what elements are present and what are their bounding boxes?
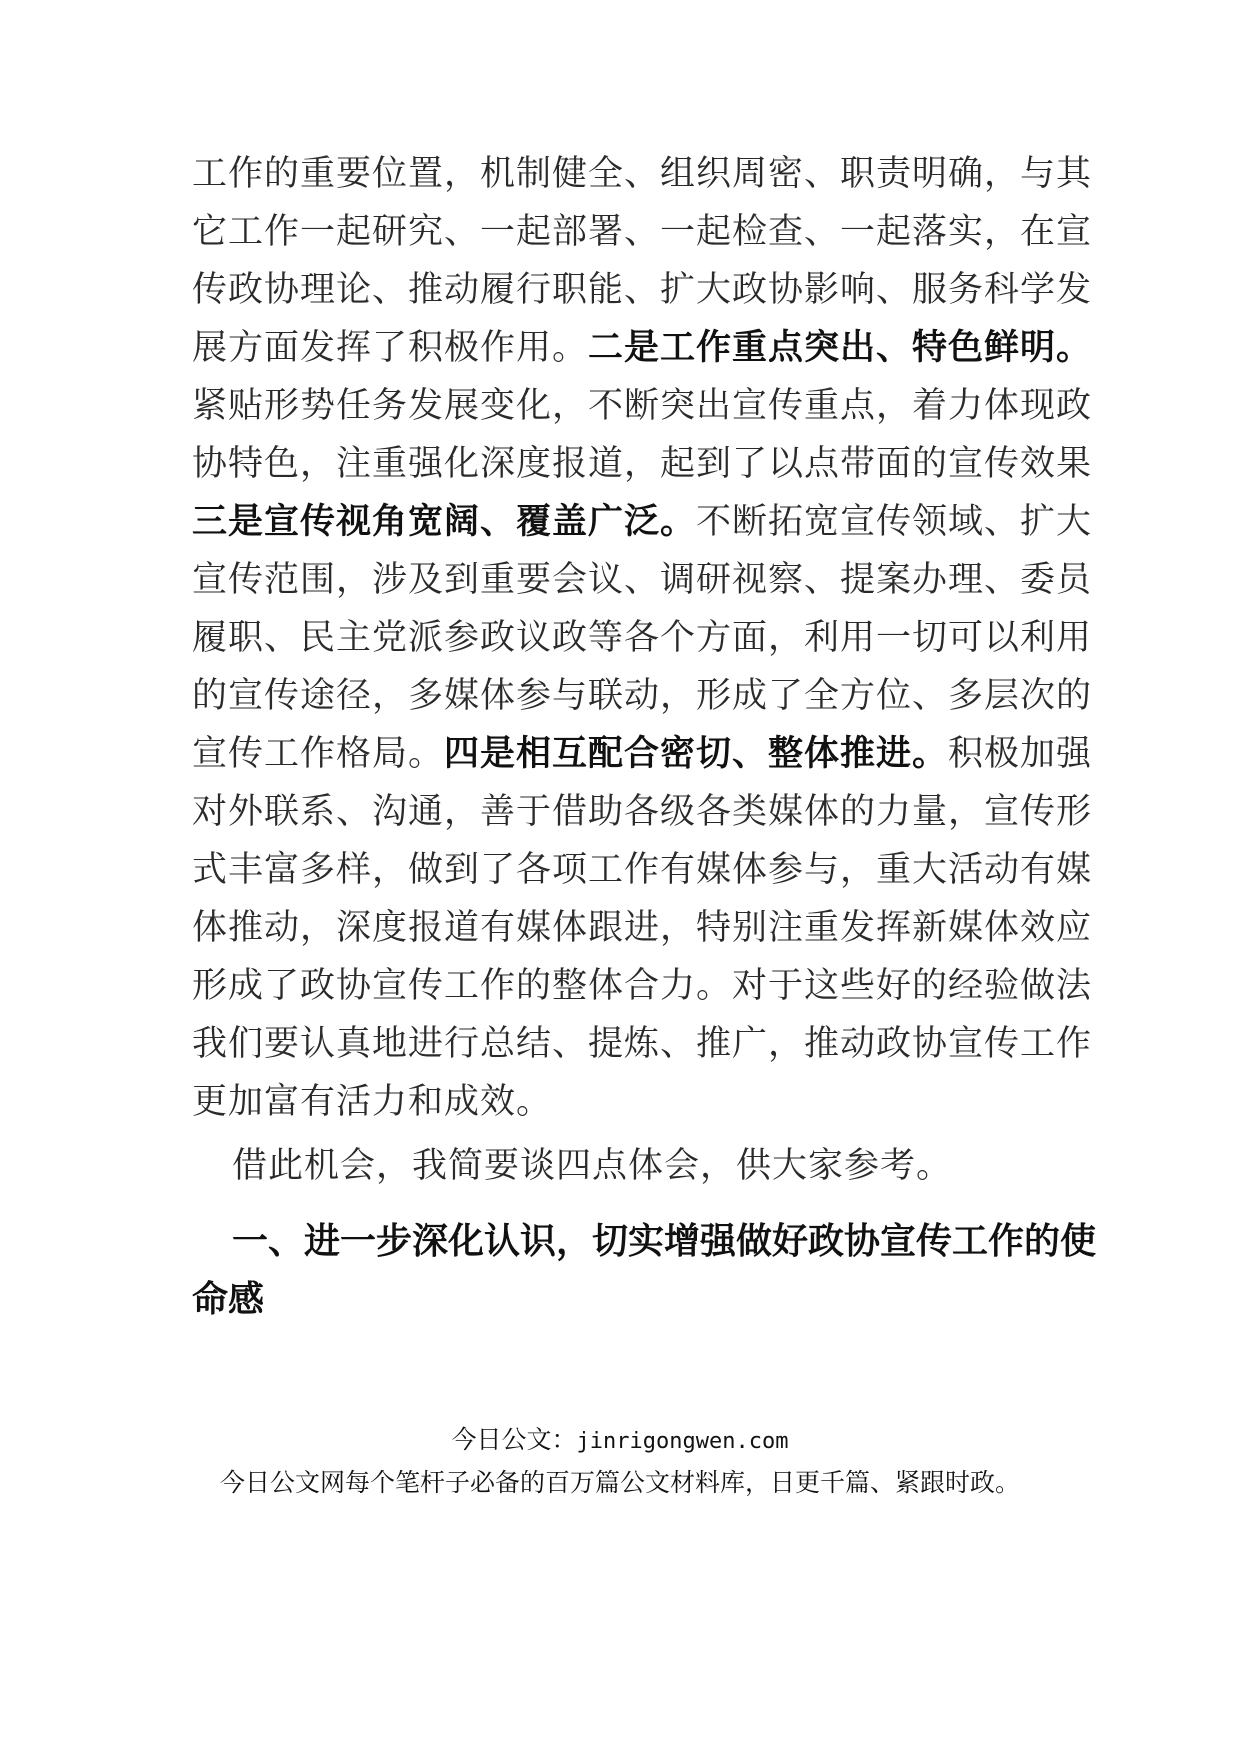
body-text: 展方面发挥了积极作用。 [192,328,589,368]
body-text: 式丰富多样，做到了各项工作有媒体参与，重大活动有媒 [192,850,1093,890]
emphasis-text: 四是相互配合密切、整体推进。 [444,734,949,774]
intro-paragraph: 借此机会，我简要谈四点体会，供大家参考。 [232,1146,953,1186]
body-line [192,790,1093,834]
body-line [192,152,1093,196]
body-line [192,674,1093,718]
emphasis-text: 二是工作重点突出、特色鲜明。 [588,328,1093,368]
footer-site-label: 今日公文： [451,1425,577,1454]
body-text: 不断拓宽宣传领域、扩大 [696,502,1093,542]
body-line [192,210,1093,254]
body-line [192,558,1093,602]
body-text: 对外联系、沟通，善于借助各级各类媒体的力量，宣传形 [192,792,1093,832]
body-text: 工作的重要位置，机制健全、组织周密、职责明确，与其 [192,154,1093,194]
body-line [192,732,1093,776]
body-line [192,1022,1093,1066]
body-text: 宣传工作格局。 [192,734,445,774]
body-text: 更加富有活力和成效。 [192,1082,553,1122]
body-text: 形成了政协宣传工作的整体合力。对于这些好的经验做法 [192,966,1093,1006]
body-text: 的宣传途径，多媒体参与联动，形成了全方位、多层次的 [192,676,1093,716]
body-line [192,384,1093,428]
body-line [192,326,1093,370]
body-text: 传政协理论、推动履行职能、扩大政协影响、服务科学发 [192,270,1093,310]
body-text: 我们要认真地进行总结、提炼、推广，推动政协宣传工作 [192,1024,1093,1064]
body-text: 协特色，注重强化深度报道，起到了以点带面的宣传效果 [192,444,1093,484]
body-text: 它工作一起研究、一起部署、一起检查、一起落实，在宣 [192,212,1093,252]
body-text: 体推动，深度报道有媒体跟进，特别注重发挥新媒体效应 [192,908,1093,948]
body-text: 积极加强 [948,734,1093,774]
body-line [192,848,1093,892]
footer-site-url[interactable]: jinrigongwen.com [576,1429,789,1454]
body-line [192,906,1093,950]
body-line [192,500,1093,544]
footer-site [0,1424,1240,1456]
body-text: 宣传范围，涉及到重要会议、调研视察、提案办理、委员 [192,560,1093,600]
section-heading-line-2: 命感 [192,1279,265,1320]
body-text: 履职、民主党派参政议政等各个方面，利用一切可以利用 [192,618,1093,658]
section-heading-line-1: 一、进一步深化认识，切实增强做好政协宣传工作的使 [232,1221,1097,1262]
emphasis-text: 三是宣传视角宽阔、覆盖广泛。 [192,502,697,542]
body-line [192,616,1093,660]
body-text: 紧贴形势任务发展变化，不断突出宣传重点，着力体现政 [192,386,1093,426]
body-line [192,964,1093,1008]
body-line [192,1080,1052,1124]
footer-slogan: 今日公文网每个笔杆子必备的百万篇公文材料库，日更千篇、紧跟时政。 [219,1468,1020,1497]
body-line [192,268,1093,312]
body-line [192,442,1093,486]
